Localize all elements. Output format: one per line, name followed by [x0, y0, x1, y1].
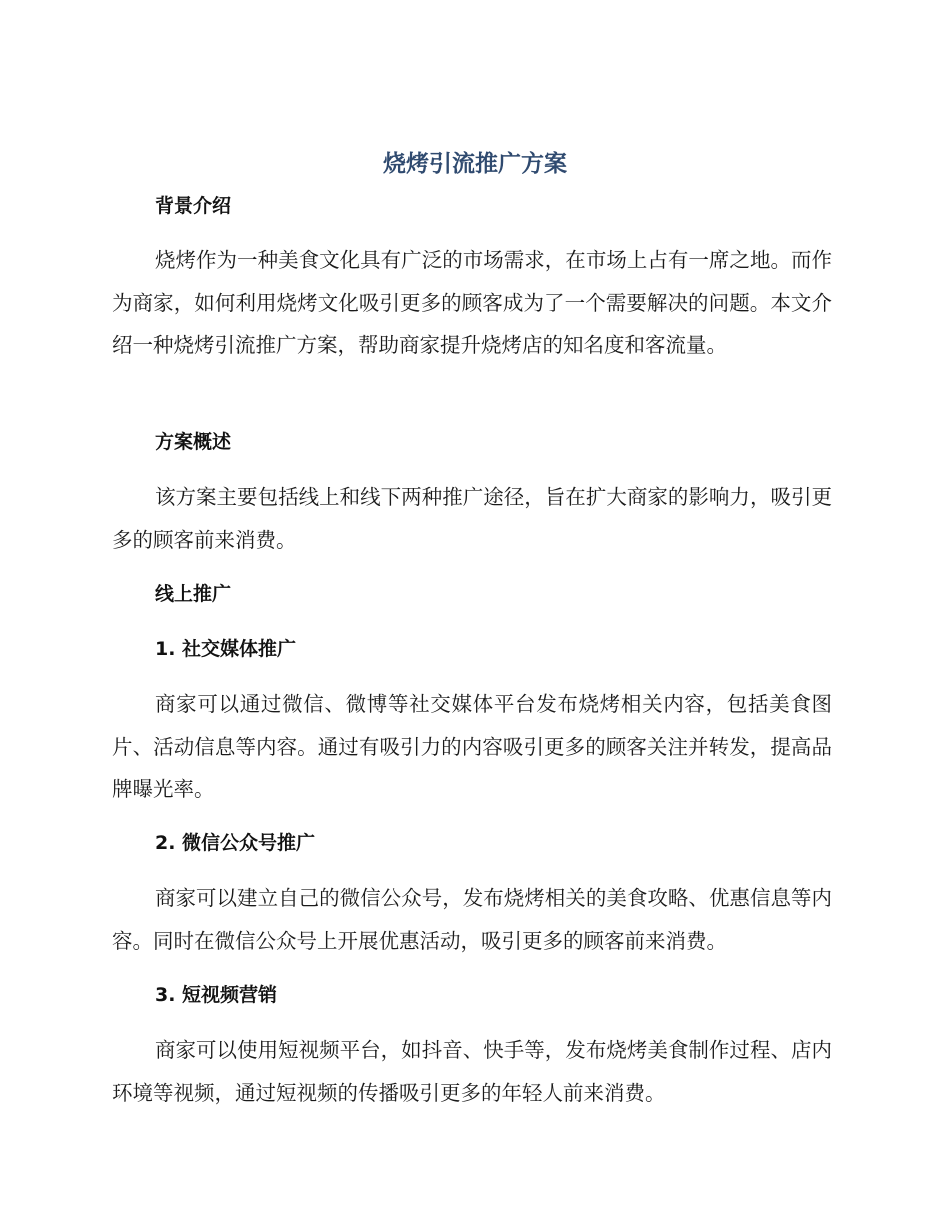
paragraph-overview: 该方案主要包括线上和线下两种推广途径，旨在扩大商家的影响力，吸引更多的顾客前来消费。: [112, 485, 832, 552]
subsection-heading-social-media: 1. 社交媒体推广: [155, 638, 297, 660]
section-heading-background: 背景介绍: [155, 195, 232, 217]
section-heading-overview: 方案概述: [155, 431, 232, 453]
subsection-heading-short-video: 3. 短视频营销: [155, 984, 278, 1006]
section-heading-online: 线上推广: [155, 583, 232, 605]
paragraph-social-media: 商家可以通过微信、微博等社交媒体平台发布烧烤相关内容，包括美食图片、活动信息等内容。通过有吸引力的内容吸引更多的顾客关注并转发，提高品牌曝光率。: [112, 692, 832, 801]
subsection-heading-wechat: 2. 微信公众号推广: [155, 832, 316, 854]
paragraph-wechat: 商家可以建立自己的微信公众号，发布烧烤相关的美食攻略、优惠信息等内容。同时在微信公众号上开展优惠活动，吸引更多的顾客前来消费。: [112, 886, 832, 953]
paragraph-background: 烧烤作为一种美食文化具有广泛的市场需求，在市场上占有一席之地。而作为商家，如何利用烧烤文化吸引更多的顾客成为了一个需要解决的问题。本文介绍一种烧烤引流推广方案，帮助商家提升烧烤店的知名度和客流量。: [112, 248, 832, 357]
document-title: 烧烤引流推广方案: [383, 151, 567, 177]
paragraph-short-video: 商家可以使用短视频平台，如抖音、快手等，发布烧烤美食制作过程、店内环境等视频，通过短视频的传播吸引更多的年轻人前来消费。: [112, 1038, 832, 1105]
